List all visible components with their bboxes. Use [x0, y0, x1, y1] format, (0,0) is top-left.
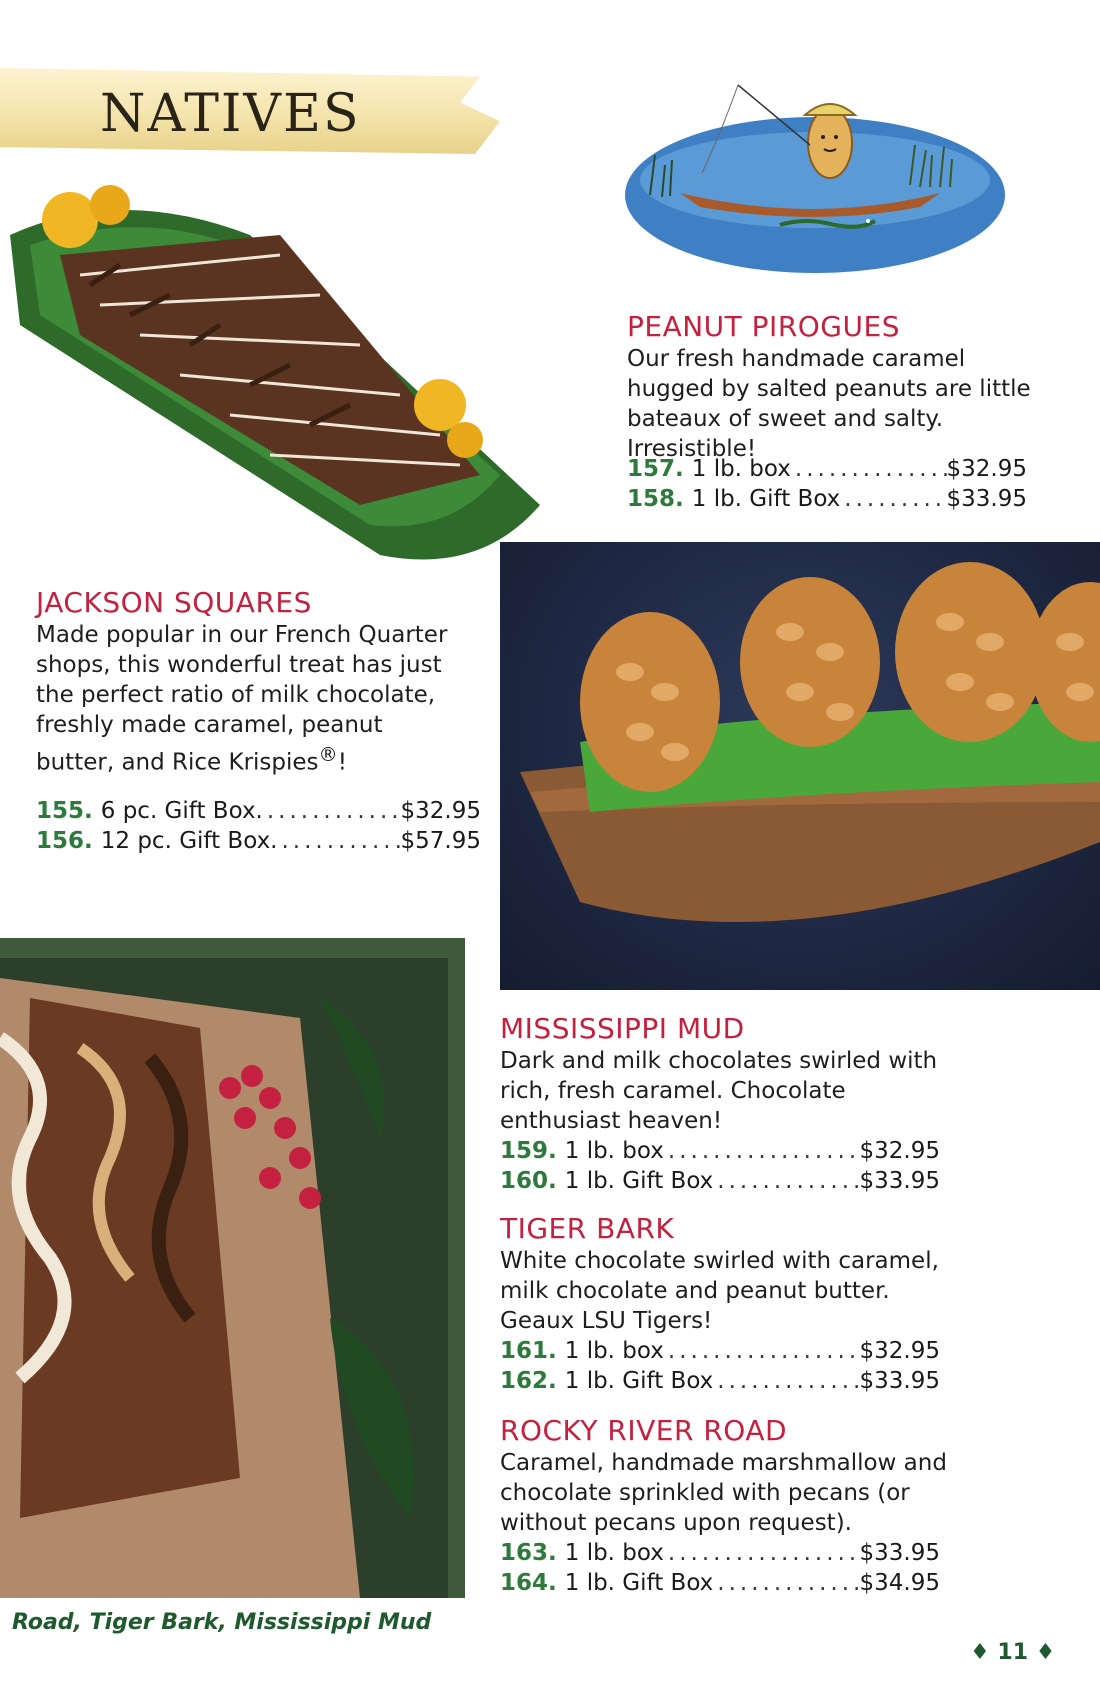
price-row [36, 826, 481, 856]
jackson-squares-prices [36, 796, 481, 856]
tiger-bark-photo [0, 958, 448, 1598]
item-description: 1 lb. box [564, 1338, 664, 1364]
photo-caption: Road, Tiger Bark, Mississippi Mud [12, 1610, 432, 1635]
price-row [500, 1336, 940, 1366]
item-number: 163. [500, 1540, 557, 1566]
tiger-bark-description: White chocolate swirled with caramel, milk chocolate and peanut butter. Geaux LSU Tigers! [500, 1248, 939, 1334]
tiger-bark-title: TIGER BARK [500, 1212, 675, 1245]
item-price: $57.95 [400, 828, 481, 854]
mississippi-mud-prices [500, 1136, 940, 1196]
leader-dots [664, 1136, 860, 1166]
item-price: $33.95 [859, 1368, 940, 1394]
jackson-squares-photo [0, 175, 560, 590]
item-description: 1 lb. Gift Box [691, 486, 841, 512]
item-price: $33.95 [859, 1540, 940, 1566]
page-title: NATIVES [100, 84, 361, 144]
item-number: 158. [627, 486, 684, 512]
item-description: 12 pc. Gift Box. [100, 828, 278, 854]
mississippi-mud-title: MISSISSIPPI MUD [500, 1012, 745, 1045]
price-row [627, 484, 1027, 514]
leader-dots [664, 1336, 860, 1366]
mississippi-mud-description: Dark and milk chocolates swirled with rich, fresh caramel. Chocolate enthusiast heaven! [500, 1048, 938, 1134]
price-row [500, 1538, 940, 1568]
item-description: 6 pc. Gift Box. [100, 798, 263, 824]
peanut-pirogues-description: Our fresh handmade caramel hugged by salted peanuts are little bateaux of sweet and salty. Irresistible! [627, 346, 1031, 462]
price-row [500, 1568, 940, 1598]
item-description: 1 lb. box [691, 456, 791, 482]
leader-dots [840, 484, 946, 514]
peanut-pirogues-prices [627, 454, 1027, 514]
item-number: 162. [500, 1368, 557, 1394]
item-price: $34.95 [859, 1570, 940, 1596]
peanut-pirogues-title: PEANUT PIROGUES [627, 310, 900, 343]
leader-dots [664, 1538, 860, 1568]
leader-dots [791, 454, 947, 484]
leader-dots [713, 1568, 859, 1598]
registered-mark: ® [318, 743, 338, 766]
price-row [36, 796, 481, 826]
item-description: 1 lb. Gift Box [564, 1570, 714, 1596]
item-price: $32.95 [859, 1138, 940, 1164]
item-number: 156. [36, 828, 93, 854]
rocky-river-road-description: Caramel, handmade marshmallow and chocolate sprinkled with pecans (or without pecans upon request). [500, 1450, 947, 1536]
jackson-squares-title: JACKSON SQUARES [36, 586, 312, 619]
fishing-peanut-illustration [620, 75, 1005, 275]
tiger-bark-prices [500, 1336, 940, 1396]
page-number: ♦ 11 ♦ [970, 1640, 1056, 1665]
rocky-river-road-prices [500, 1538, 940, 1598]
item-description: 1 lb. Gift Box [564, 1168, 714, 1194]
jackson-squares-description: Made popular in our French Quarter shops, this wonderful treat has just the perfect ratio of milk chocolate, freshly made caramel, peanut butter, and Rice Krispies®! [36, 622, 448, 776]
leader-dots [263, 796, 401, 826]
item-number: 157. [627, 456, 684, 482]
item-description: 1 lb. box [564, 1138, 664, 1164]
peanut-pirogue-photo [500, 542, 1100, 990]
item-description: 1 lb. Gift Box [564, 1368, 714, 1394]
item-price: $32.95 [859, 1338, 940, 1364]
item-number: 155. [36, 798, 93, 824]
item-price: $33.95 [859, 1168, 940, 1194]
item-number: 161. [500, 1338, 557, 1364]
item-description: 1 lb. box [564, 1540, 664, 1566]
item-number: 159. [500, 1138, 557, 1164]
leader-dots [278, 826, 401, 856]
item-number: 160. [500, 1168, 557, 1194]
rocky-river-road-title: ROCKY RIVER ROAD [500, 1414, 788, 1447]
item-price: $32.95 [400, 798, 481, 824]
item-number: 164. [500, 1570, 557, 1596]
price-row [500, 1136, 940, 1166]
item-price: $32.95 [946, 456, 1027, 482]
yellow-flowers [42, 192, 98, 248]
price-row [500, 1166, 940, 1196]
peanut-character [808, 108, 852, 178]
leader-dots [713, 1366, 859, 1396]
leader-dots [713, 1166, 859, 1196]
price-row [627, 454, 1027, 484]
price-row [500, 1366, 940, 1396]
item-price: $33.95 [946, 486, 1027, 512]
